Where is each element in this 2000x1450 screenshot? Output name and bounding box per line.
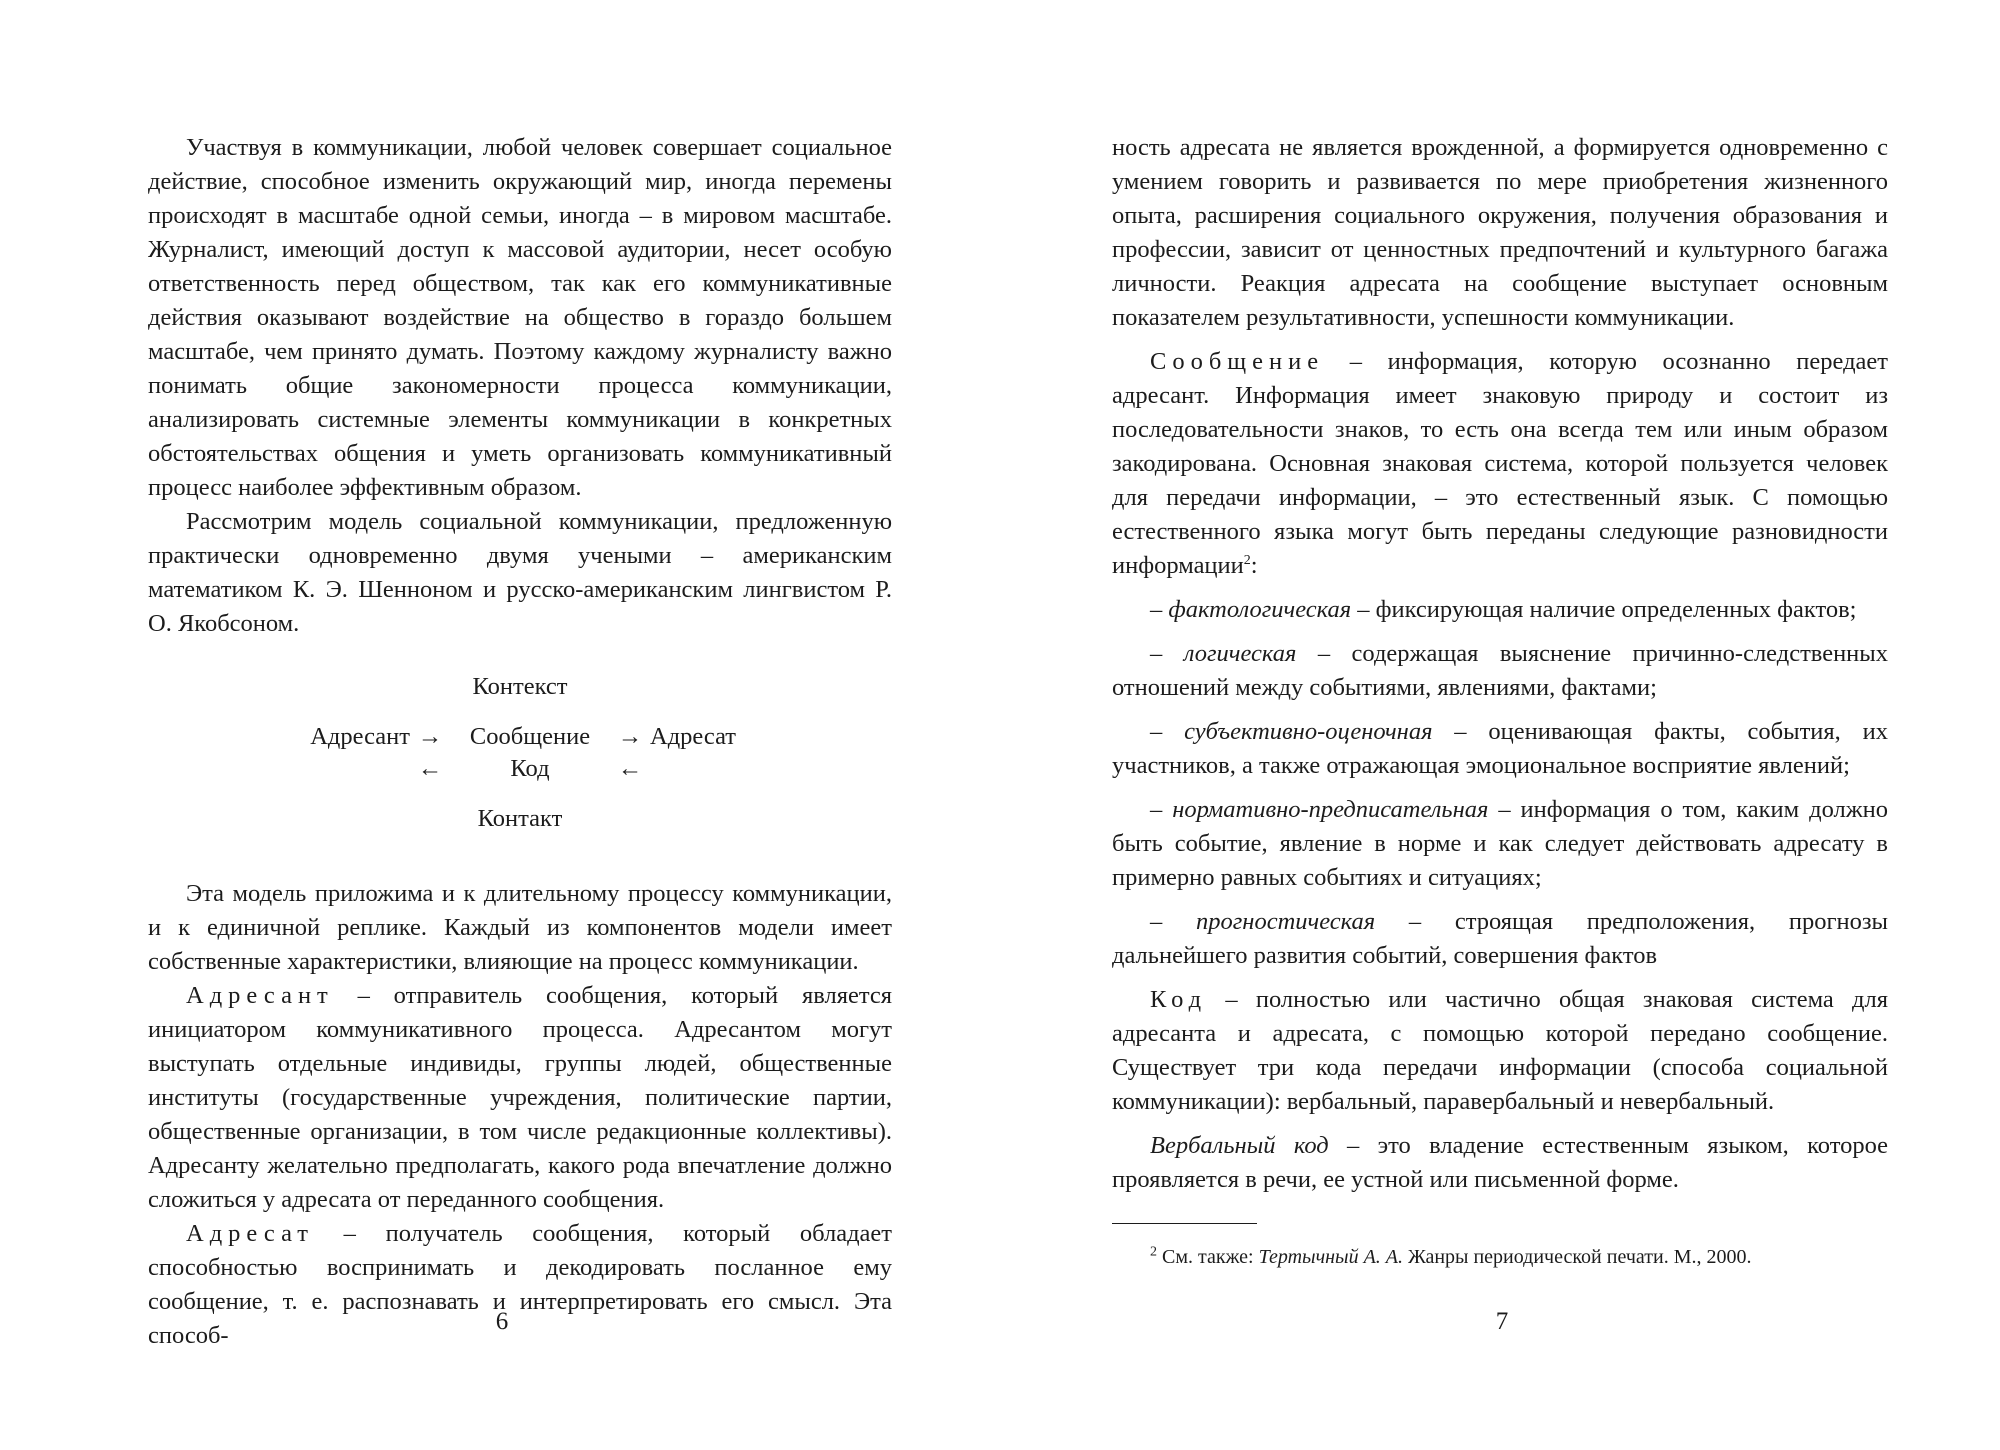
list-term: нормативно-предписательная xyxy=(1172,796,1489,823)
term-addresser: Адресант xyxy=(186,982,334,1009)
footnote-mark: 2 xyxy=(1150,1244,1157,1260)
footnote-ref: 2 xyxy=(1243,552,1251,568)
definition-text: – полностью или частично общая знаковая система для адресанта и адресата, с помощью которой передано сообщение. Существует три кода передачи информации (способа социальной коммуникации): вербальный, паравербальный и невербальный. xyxy=(1112,986,1888,1115)
list-item xyxy=(1112,793,1888,895)
definition-text: – отправитель сообщения, который является инициатором коммуникативного процесса. Адресантом могут выступать отдельные индивиды, группы людей, общественные институты (государственные учреждения, политические партии, общественные организации, в том числе редакционные коллективы). Адресанту желательно предполагать, какого рода впечатление должно сложиться у адресата от переданного сообщения. xyxy=(148,982,892,1213)
list-term: логическая xyxy=(1183,640,1297,667)
term-message: Сообщение xyxy=(1150,348,1325,375)
paragraph: Эта модель приложима и к длительному процессу коммуникации, и к единичной реплике. Каждый из компонентов модели имеет собственные характеристики, влияющие на процесс коммуникации. xyxy=(148,880,892,975)
page-number: 7 xyxy=(1495,1308,1509,1335)
definition-text: – получатель сообщения, который обладает способностью воспринимать и декодировать посланное ему сообщение, т. е. распознавать и интерпретировать его смысл. Эта способ- xyxy=(148,1220,892,1349)
list-dash: – xyxy=(1150,796,1173,823)
term-verbal-code: Вербальный код xyxy=(1150,1132,1329,1159)
list-item xyxy=(1112,637,1888,705)
list-term: субъективно-оценочная xyxy=(1184,718,1433,745)
term-addressee: Адресат xyxy=(186,1220,315,1247)
paragraph-verbal-code xyxy=(1112,1129,1888,1197)
list-text: – информация о том, каким должно быть событие, явление в норме и как следует действовать адресату в примерно равных событиях и ситуациях; xyxy=(1112,796,1889,891)
definition-text: – это владение естественным языком, которое проявляется в речи, ее устной или письменной форме. xyxy=(1112,1132,1889,1193)
list-item xyxy=(1112,715,1888,783)
list-item xyxy=(1112,593,1888,627)
diagram-context: Контекст xyxy=(472,673,568,700)
paragraph-code xyxy=(1112,983,1888,1119)
diagram-message: Сообщение xyxy=(469,723,591,750)
right-page xyxy=(1000,0,2000,1450)
footnote xyxy=(1112,1244,1888,1270)
list-item xyxy=(1112,905,1888,973)
definition-text: : xyxy=(1250,552,1258,579)
paragraph-addresser xyxy=(148,979,892,1217)
arrow-right-icon: → xyxy=(417,723,443,750)
list-dash: – xyxy=(1150,718,1185,745)
list-text: – содержащая выяснение причинно-следственных отношений между событиями, явлениями, фактами; xyxy=(1112,640,1889,701)
page-number: 6 xyxy=(495,1308,509,1335)
paragraph: Участвуя в коммуникации, любой человек совершает социальное действие, способное изменить окружающий мир, иногда перемены происходят в масштабе одной семьи, иногда – в мировом масштабе. Журналист, имеющий доступ к массовой аудитории, несет особую ответственность перед обществом, так как его коммуникативные действия оказывают воздействие на общество в гораздо большем масштабе, чем принято думать. Поэтому каждому журналисту важно понимать общие закономерности процесса коммуникации, анализировать системные элементы коммуникации в конкретных обстоятельствах общения и уметь организовать коммуникативный процесс наиболее эффективным образом. xyxy=(148,134,892,501)
paragraph: Рассмотрим модель социальной коммуникации, предложенную практически одновременно двумя учеными – американским математиком К. Э. Шенноном и русско-американским лингвистом Р. О. Якобсоном. xyxy=(148,508,892,637)
list-dash: – xyxy=(1150,908,1196,935)
diagram-main-row xyxy=(148,721,892,753)
arrow-left-icon: ← xyxy=(417,755,443,782)
right-page-text xyxy=(1112,131,1888,1290)
footnote-prefix: См. также: xyxy=(1157,1246,1259,1268)
paragraph-message xyxy=(1112,345,1888,583)
paragraph: ность адресата не является врожденной, а формируется одновременно с умением говорить и развивается по мере приобретения жизненного опыта, расширения социального окружения, получения образования и профессии, зависит от ценностных предпочтений и культурного багажа личности. Реакция адресата на сообщение выступает основным показателем результативности, успешности коммуникации. xyxy=(1112,134,1888,331)
footnote-rest: Жанры периодической печати. М., 2000. xyxy=(1403,1246,1752,1268)
list-text: – оценивающая факты, события, их участников, а также отражающая эмоциональное восприятие явлений; xyxy=(1112,718,1888,779)
list-dash: – xyxy=(1150,640,1184,667)
definition-text: – информация, которую осознанно передает адресант. Информация имеет знаковую природу и состоит из последовательности знаков, то есть она всегда тем или иным образом закодирована. Основная знаковая система, которой пользуется человек для передачи информации, – это естественный язык. С помощью естественного языка могут быть переданы следующие разновидности информации xyxy=(1112,348,1888,579)
diagram-addresser: Адресант xyxy=(310,723,410,750)
term-code: Код xyxy=(1150,986,1208,1013)
diagram-addressee: Адресат xyxy=(650,723,737,750)
footnote-divider xyxy=(1112,1223,1257,1224)
diagram-contact: Контакт xyxy=(477,805,563,832)
list-text: – строящая предположения, прогнозы дальнейшего развития событий, совершения фактов xyxy=(1112,908,1889,969)
arrow-right-icon: → xyxy=(617,723,643,750)
list-term: прогностическая xyxy=(1195,908,1376,935)
arrow-left-icon: ← xyxy=(617,755,643,782)
left-page-text xyxy=(148,131,892,1353)
list-term: фактологическая xyxy=(1168,596,1352,623)
list-text: – фиксирующая наличие определенных фактов; xyxy=(1351,596,1857,623)
communication-model-diagram xyxy=(148,671,892,835)
footnote-author: Тертычный А. А. xyxy=(1258,1246,1404,1268)
list-dash: – xyxy=(1150,596,1169,623)
diagram-code: Код xyxy=(510,755,550,782)
diagram-code-row xyxy=(148,753,892,785)
